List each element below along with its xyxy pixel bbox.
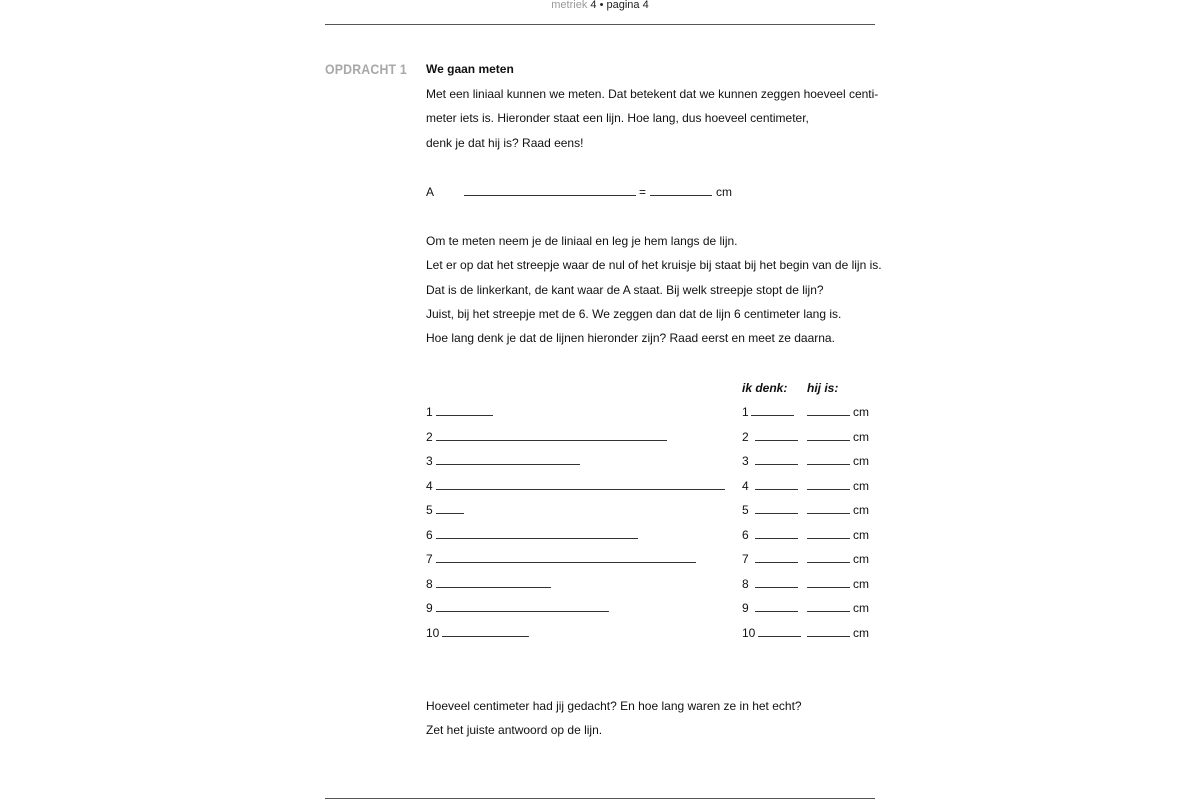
answer-number: 5 [742,503,749,517]
answer-number: 2 [742,430,749,444]
guess-column-header: ik denk: [742,381,788,395]
actual-blank[interactable] [807,587,850,588]
actual-blank[interactable] [807,489,850,490]
example-unit: cm [716,185,732,199]
unit-label: cm [853,528,869,542]
unit-label: cm [853,552,869,566]
unit-label: cm [853,405,869,419]
line-number: 10 [426,626,440,640]
guess-blank[interactable] [755,440,798,441]
guess-blank[interactable] [755,464,798,465]
series-number: 4 [590,0,597,11]
answer-number: 9 [742,601,749,615]
actual-blank[interactable] [807,562,850,563]
guess-blank[interactable] [755,538,798,539]
unit-label: cm [853,479,869,493]
line-number: 7 [426,552,433,566]
closing-line: Zet het juiste antwoord op de lijn. [426,723,603,737]
header-divider [325,24,875,25]
example-answer-blank[interactable] [650,195,712,196]
assignment-title: We gaan meten [426,62,514,76]
explanation-line: Om te meten neem je de liniaal en leg je hem langs de lijn. [426,234,738,248]
explanation-line: Dat is de linkerkant, de kant waar de A staat. Bij welk streepje stopt de lijn? [426,283,824,297]
actual-blank[interactable] [807,513,850,514]
actual-blank[interactable] [807,415,850,416]
measure-line [436,489,725,490]
guess-blank[interactable] [755,587,798,588]
page-header [0,0,1200,11]
intro-line: Met een liniaal kunnen we meten. Dat betekent dat we kunnen zeggen hoeveel centi- [426,87,879,101]
actual-blank[interactable] [807,636,850,637]
example-letter: A [426,185,435,199]
actual-blank[interactable] [807,611,850,612]
measure-line [436,415,493,416]
guess-blank[interactable] [755,562,798,563]
guess-blank[interactable] [755,513,798,514]
measure-line [436,587,551,588]
actual-blank[interactable] [807,440,850,441]
unit-label: cm [853,454,869,468]
measure-line [436,464,580,465]
unit-label: cm [853,601,869,615]
answer-number: 6 [742,528,749,542]
actual-blank[interactable] [807,464,850,465]
line-number: 6 [426,528,433,542]
intro-line: meter iets is. Hieronder staat een lijn. Hoe lang, dus hoeveel centimeter, [426,111,809,125]
answer-number: 10 [742,626,756,640]
measure-line [436,440,667,441]
footer-divider [325,798,875,799]
guess-blank[interactable] [758,636,801,637]
measure-line [436,538,638,539]
line-number: 2 [426,430,433,444]
line-number: 1 [426,405,433,419]
guess-blank[interactable] [755,489,798,490]
example-line [464,195,636,196]
example-equals: = [639,185,647,199]
series-name: metriek [551,0,588,11]
answer-number: 3 [742,454,749,468]
explanation-line: Juist, bij het streepje met de 6. We zeggen dan dat de lijn 6 centimeter lang is. [426,307,842,321]
measure-line [436,562,696,563]
unit-label: cm [853,577,869,591]
guess-blank[interactable] [751,415,794,416]
assignment-label: OPDRACHT 1 [325,61,407,77]
answer-number: 1 [742,405,749,419]
line-number: 3 [426,454,433,468]
actual-blank[interactable] [807,538,850,539]
line-number: 5 [426,503,433,517]
actual-column-header: hij is: [807,381,839,395]
answer-number: 7 [742,552,749,566]
explanation-line: Let er op dat het streepje waar de nul of het kruisje bij staat bij het begin van de lijn is. [426,258,882,272]
measure-line [436,513,464,514]
line-number: 8 [426,577,433,591]
unit-label: cm [853,626,869,640]
answer-number: 8 [742,577,749,591]
intro-line: denk je dat hij is? Raad eens! [426,136,584,150]
answer-number: 4 [742,479,749,493]
line-number: 9 [426,601,433,615]
unit-label: cm [853,503,869,517]
unit-label: cm [853,430,869,444]
line-number: 4 [426,479,433,493]
explanation-line: Hoe lang denk je dat de lijnen hieronder zijn? Raad eerst en meet ze daarna. [426,331,835,345]
measure-line [442,636,529,637]
measure-line [436,611,609,612]
page-number: pagina 4 [606,0,649,11]
header-bullet: • [599,0,604,11]
guess-blank[interactable] [755,611,798,612]
closing-line: Hoeveel centimeter had jij gedacht? En hoe lang waren ze in het echt? [426,699,802,713]
